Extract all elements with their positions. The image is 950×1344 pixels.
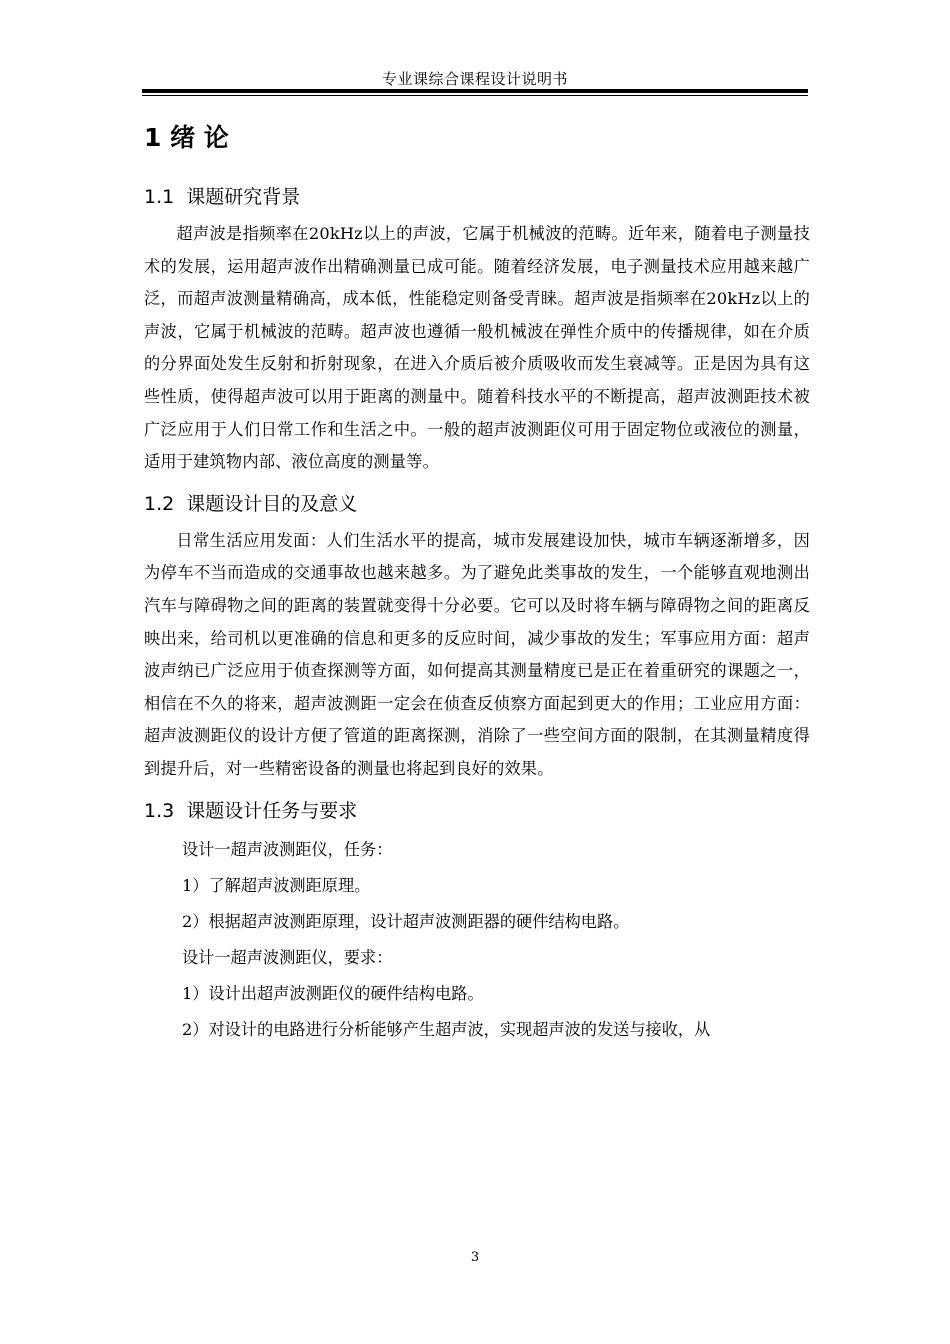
list-item: 1）了解超声波测距原理。 — [182, 875, 371, 895]
chapter-title: 1 绪 论 — [144, 123, 229, 152]
list-item: 2）对设计的电路进行分析能够产生超声波，实现超声波的发送与接收，从 — [182, 1019, 711, 1039]
section-title-1-3: 1.3 课题设计任务与要求 — [144, 799, 358, 822]
list-item: 设计一超声波测距仪，任务： — [182, 839, 393, 859]
page-number: 3 — [470, 1250, 480, 1265]
header-rule-thick — [142, 89, 808, 93]
list-item: 1）设计出超声波测距仪的硬件结构电路。 — [182, 983, 484, 1003]
section-1-3-list — [144, 832, 810, 1048]
section-title-1-2: 1.2 课题设计目的及意义 — [144, 492, 358, 515]
header-rule-thin — [142, 95, 808, 96]
running-header: 专业课综合课程设计说明书 — [381, 70, 568, 88]
list-item: 2）根据超声波测距原理，设计超声波测距器的硬件结构电路。 — [182, 911, 630, 931]
section-1-2-paragraph: 日常生活应用发面：人们生活水平的提高，城市发展建设加快，城市车辆逐渐增多，因为停车不当而造成的交通事故也越来越多。为了避免此类事故的发生，一个能够直观地测出汽车与障碍物之间的距离的装置就变得十分必要。它可以及时将车辆与障碍物之间的距离反映出来，给司机以更准确的信息和更多的反应时间，减少事故的发生；军事应用方面：超声波声纳已广泛应用于侦查探测等方面，如何提高其测量精度已是正在着重研究的课题之一，相信在不久的将来，超声波测距一定会在侦查反侦察方面起到更大的作用；工业应用方面：超声波测距仪的设计方便了管道的距离探测，消除了一些空间方面的限制，在其测量精度得到提升后，对一些精密设备的测量也将起到良好的效果。 — [144, 530, 810, 778]
section-1-1-paragraph: 超声波是指频率在20kHz以上的声波，它属于机械波的范畴。近年来，随着电子测量技术的发展，运用超声波作出精确测量已成可能。随着经济发展，电子测量技术应用越来越广泛，而超声波测量精确高，成本低，性能稳定则备受青睐。超声波是指频率在20kHz以上的声波，它属于机械波的范畴。超声波也遵循一般机械波在弹性介质中的传播规律，如在介质的分界面处发生反射和折射现象，在进入介质后被介质吸收而发生衰减等。正是因为具有这些性质，使得超声波可以用于距离的测量中。随着科技水平的不断提高，超声波测距技术被广泛应用于人们日常工作和生活之中。一般的超声波测距仪可用于固定物位或液位的测量，适用于建筑物内部、液位高度的测量等。 — [144, 224, 810, 472]
section-title-1-1: 1.1 课题研究背景 — [144, 186, 301, 208]
page-body — [144, 118, 810, 1048]
list-item: 设计一超声波测距仪，要求： — [182, 947, 393, 967]
